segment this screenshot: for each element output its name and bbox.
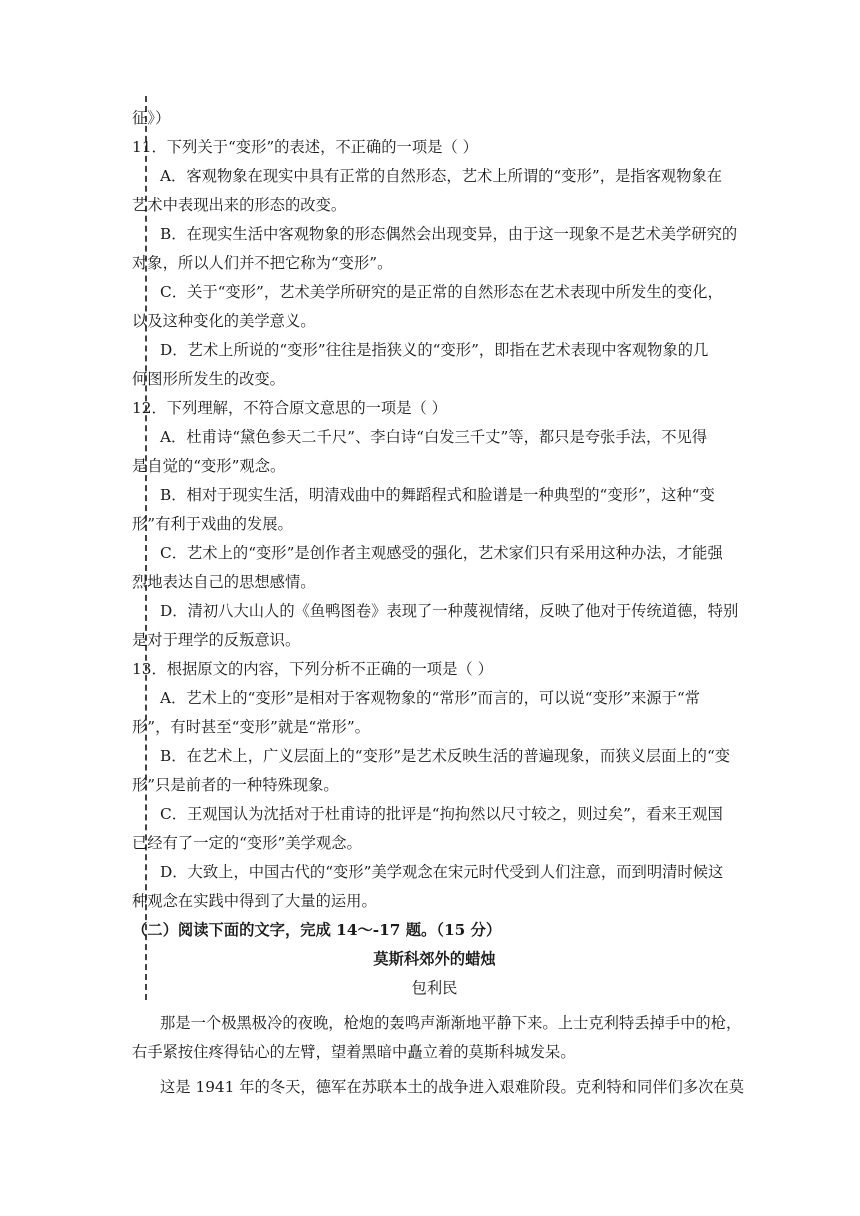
story-paragraph-cont: 右手紧按住疼得钻心的左臂，望着黑暗中矗立着的莫斯科城发呆。 xyxy=(132,1043,576,1061)
question-12: 12．下列理解，不符合原文意思的一项是（ ） xyxy=(132,399,447,417)
option-11-a: A．客观物象在现实中具有正常的自然形态，艺术上所谓的“变形”，是指客观物象在 xyxy=(160,167,723,185)
option-13-c: C．王观国认为沈括对于杜甫诗的批评是“拘拘然以尺寸较之，则过矣”，看来王观国 xyxy=(160,805,723,823)
story-paragraph: 这是 1941 年的冬天，德军在苏联本土的战争进入艰难阶段。克利特和同伴们多次在莫 xyxy=(160,1078,745,1096)
text-line: 形”只是前者的一种特殊现象。 xyxy=(132,776,339,794)
text-line: 对象，所以人们并不把它称为“变形”。 xyxy=(132,254,393,272)
option-11-d: D．艺术上所说的“变形”往往是指狭义的“变形”，即指在艺术表现中客观物象的几 xyxy=(160,341,709,359)
option-13-a: A．艺术上的“变形”是相对于客观物象的“常形”而言的，可以说“变形”来源于“常 xyxy=(160,689,700,707)
text-line: 形”，有时甚至“变形”就是“常形”。 xyxy=(132,718,370,736)
question-11: 11．下列关于“变形”的表述，不正确的一项是（ ） xyxy=(132,138,478,156)
text-line: 以及这种变化的美学意义。 xyxy=(132,312,316,330)
option-11-c: C．关于“变形”，艺术美学所研究的是正常的自然形态在艺术表现中所发生的变化， xyxy=(160,283,723,301)
text-line: 艺术中表现出来的形态的改变。 xyxy=(132,196,347,214)
option-12-d: D．清初八大山人的《鱼鸭图卷》表现了一种蔑视情绪，反映了他对于传统道德，特别 xyxy=(160,602,739,620)
text-line: 烈地表达自己的思想感情。 xyxy=(132,573,316,591)
text-line: 是对于理学的反叛意识。 xyxy=(132,631,301,649)
text-line: 形”有利于戏曲的发展。 xyxy=(132,515,293,533)
question-13: 13．根据原文的内容，下列分析不正确的一项是（ ） xyxy=(132,660,493,678)
text-line: 是自觉的“变形”观念。 xyxy=(132,457,286,475)
document-body xyxy=(132,104,745,1102)
text-line: 种观念在实践中得到了大量的运用。 xyxy=(132,892,377,910)
text-line: 已经有了一定的“变形”美学观念。 xyxy=(132,834,362,852)
option-13-d: D．大致上，中国古代的“变形”美学观念在宋元时代受到人们注意，而到明清时候这 xyxy=(160,863,724,881)
option-12-b: B．相对于现实生活，明清戏曲中的舞蹈程式和脸谱是一种典型的“变形”，这种“变 xyxy=(160,486,715,504)
story-author: 包利民 xyxy=(411,979,458,997)
option-12-a: A．杜甫诗“黛色参天二千尺”、李白诗“白发三千丈”等，都只是夸张手法，不见得 xyxy=(160,428,708,446)
section-heading: （二）阅读下面的文字，完成 14～-17 题。（15 分） xyxy=(132,921,502,939)
text-line: 征》） xyxy=(132,109,171,127)
option-11-b: B．在现实生活中客观物象的形态偶然会出现变异，由于这一现象不是艺术美学研究的 xyxy=(160,225,738,243)
text-line: 何图形所发生的改变。 xyxy=(132,370,285,388)
story-title: 莫斯科郊外的蜡烛 xyxy=(373,950,496,968)
story-paragraph: 那是一个极黑极冷的夜晚，枪炮的轰鸣声渐渐地平静下来。上士克利特丢掉手中的枪， xyxy=(160,1014,742,1032)
option-13-b: B．在艺术上，广义层面上的“变形”是艺术反映生活的普遍现象，而狭义层面上的“变 xyxy=(160,747,731,765)
option-12-c: C．艺术上的“变形”是创作者主观感受的强化，艺术家们只有采用这种办法，才能强 xyxy=(160,544,723,562)
